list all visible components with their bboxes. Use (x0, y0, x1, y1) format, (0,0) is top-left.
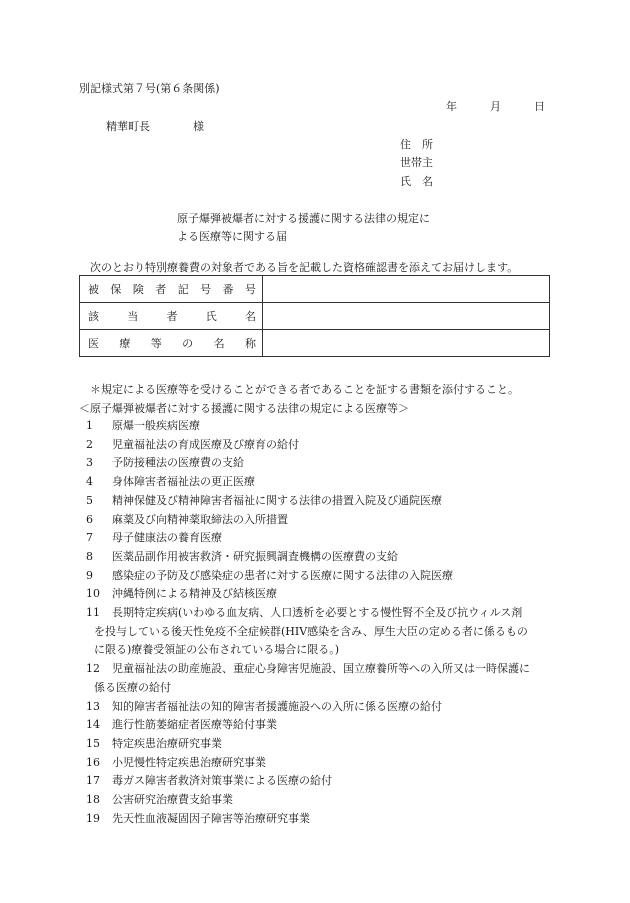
document-title (177, 210, 477, 246)
list-item: 3 予防接種法の医療費の支給 (86, 456, 244, 470)
list-item: 2 児童福祉法の育成医療及び療育の給付 (86, 437, 299, 451)
care-list (86, 417, 556, 828)
info-table (79, 275, 550, 357)
list-item: 19 先天性血液凝固因子障害等治療研究事業 (86, 811, 310, 825)
addressee-name: 精華町長 (106, 120, 150, 133)
list-item: 18 公害研究治療費支給事業 (86, 793, 233, 807)
intro-text: 次のとおり特別療養費の対象者である旨を記載した資格確認書を添えてお届けします。 (90, 261, 519, 274)
list-item: 17 毒ガス障害者救済対策事業による医療の給付 (86, 774, 332, 788)
list-item: 16 小児慢性特定疾患治療研究事業 (86, 755, 266, 769)
list-item: 6 麻薬及び向精神薬取締法の入所措置 (86, 512, 288, 526)
label-chars: 被 保 険 者 記 号 番 号 (88, 283, 256, 296)
care-name-field[interactable] (263, 330, 550, 357)
list-heading: ＜原子爆弾被爆者に対する援護に関する法律の規定による医療等＞ (79, 402, 409, 415)
list-item: 12 児童福祉法の助産施設、重症心身障害児施設、国立療養所等への入所又は一時保護に 係る医療の給付 (86, 662, 530, 694)
date-year: 年 (446, 100, 457, 113)
list-item: 8 医薬品副作用被害救済・研究振興調査機構の医療費の支給 (86, 549, 398, 563)
list-item: 7 母子健康法の養育医療 (86, 531, 222, 545)
list-item: 5 精神保健及び精神障害者福祉に関する法律の措置入院及び通院医療 (86, 493, 442, 507)
list-item: 11 長期特定疾病(いわゆる血友病、人口透析を必要とする慢性腎不全及び抗ウィルス剤 を投与している後天性免疫不全症候群(HIV感染を含み、厚生大臣の定める者に係るもの に限る)療養受領証の公布されている場合に限る。) (86, 606, 528, 657)
list-item: 13 知的障害者福祉法の知的障害者援護施設への入所に係る医療の給付 (86, 699, 442, 713)
title-line: 原子爆弾被爆者に対する援護に関する法律の規定に (177, 212, 430, 225)
applicant-household-label: 世帯主 (400, 156, 433, 169)
addressee-honorific: 様 (193, 120, 204, 133)
date-month: 月 (490, 100, 501, 113)
date-day: 日 (534, 100, 545, 113)
list-item: 1 原爆一般疾病医療 (86, 419, 200, 432)
person-name-field[interactable] (263, 303, 550, 330)
list-item: 4 身体障害者福祉法の更正医療 (86, 475, 255, 489)
note-text: ＊規定による医療等を受けることができる者であることを証する書類を添付すること。 (90, 383, 519, 396)
table-row (80, 276, 550, 303)
form-id: 別記様式第７号(第６条関係) (79, 82, 220, 95)
list-item: 9 感染症の予防及び感染症の患者に対する医療に関する法律の入院医療 (86, 568, 453, 582)
title-line: よる医療等に関する届 (177, 230, 287, 243)
table-row (80, 330, 550, 357)
label-chars: 医 療 等 の 名 称 (88, 337, 256, 350)
list-item: 10 沖縄特例による精神及び結核医療 (86, 587, 277, 601)
label-chars: 該 当 者 氏 名 (88, 310, 256, 323)
date-line (446, 101, 545, 112)
applicant-name-label: 氏 名 (400, 175, 433, 188)
list-item: 14 進行性筋萎縮症者医療等給付事業 (86, 718, 277, 732)
addressee (106, 121, 204, 132)
table-row (80, 303, 550, 330)
list-item: 15 特定疾患治療研究事業 (86, 736, 222, 750)
applicant-address-label: 住 所 (400, 138, 433, 151)
insured-number-label (80, 276, 263, 303)
person-name-label (80, 303, 263, 330)
insured-number-field[interactable] (263, 276, 550, 303)
care-name-label (80, 330, 263, 357)
